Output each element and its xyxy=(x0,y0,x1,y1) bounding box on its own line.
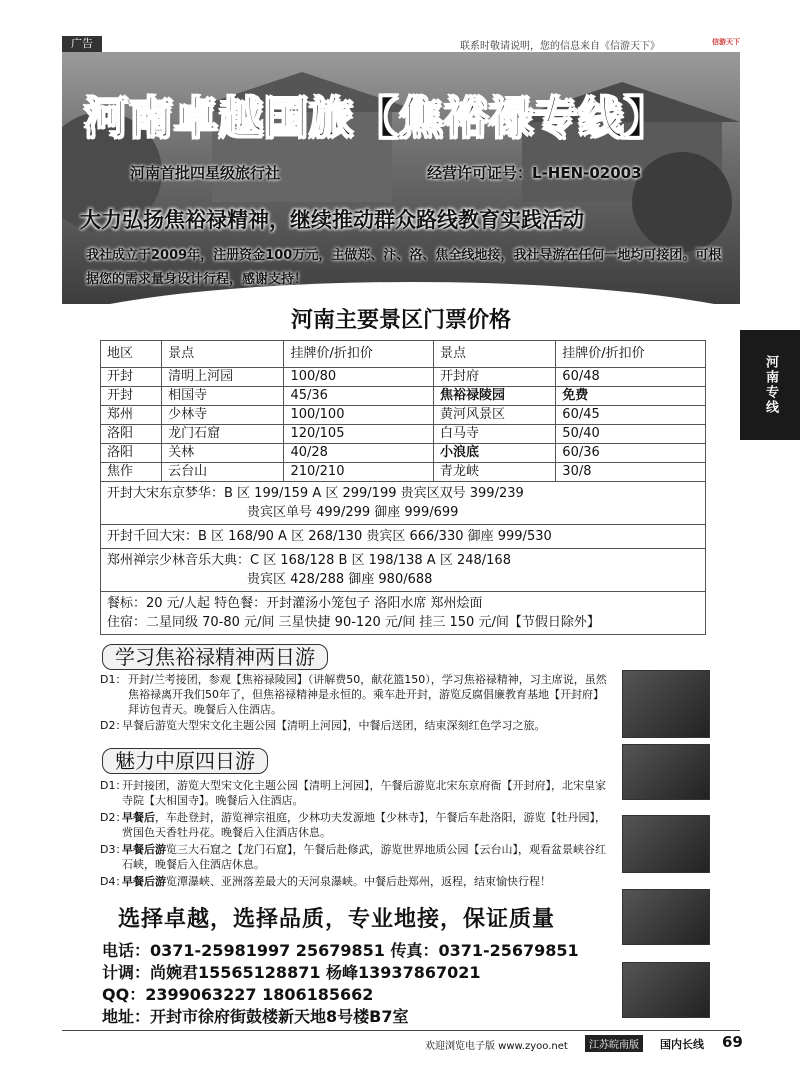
show-price-line: 贵宾区单号 499/299 御座 999/699 xyxy=(247,505,459,520)
lodging-line: 住宿：二星同级 70-80 元/间 三星快捷 90-120 元/间 挂三 150 元/间【节假日除外】 xyxy=(107,615,600,630)
tour2-d4-text xyxy=(122,874,612,889)
tour2-photo-3 xyxy=(622,889,710,945)
cta-slogan: 选择卓越，选择品质，专业地接，保证质量 xyxy=(118,907,556,932)
price-cell: 60/48 xyxy=(556,368,706,387)
tour2-d4-lead: 早餐后游 xyxy=(122,875,166,888)
header-cell: 挂牌价/折扣价 xyxy=(284,341,434,368)
table-row xyxy=(101,425,706,444)
price-cell: 40/28 xyxy=(284,444,434,463)
tour2-photo-2 xyxy=(622,815,710,873)
table-row xyxy=(101,368,706,387)
tour2-d2-text xyxy=(122,810,612,840)
region-cell: 洛阳 xyxy=(101,425,162,444)
publication-logo: 信游天下 xyxy=(712,38,740,46)
tour2-d3-lead: 早餐后游 xyxy=(122,843,166,856)
tour2-d3-body: 览三大石窟之【龙门石窟】，午餐后赴修武，游览世界地质公园【云台山】，观看盆景峡谷红石峡，晚餐后入住酒店休息。 xyxy=(122,843,606,871)
tour2-photo-1 xyxy=(622,744,710,800)
footer-section: 国内长线 xyxy=(660,1038,704,1051)
show-price-row xyxy=(101,525,706,549)
header-cell: 地区 xyxy=(101,341,162,368)
header-cell: 景点 xyxy=(434,341,556,368)
price-cell: 免费 xyxy=(556,387,706,406)
footer-url: 欢迎浏览电子版 www.zyoo.net xyxy=(425,1041,568,1052)
agency-rating: 河南首批四星级旅行社 xyxy=(130,164,281,182)
price-cell: 120/105 xyxy=(284,425,434,444)
tour2-d2-label: D2： xyxy=(100,811,127,824)
tour1-d1-text: 开封/兰考接团，参观【焦裕禄陵园】（讲解费50，献花篮150），学习焦裕禄精神，习主席说，虽然焦裕禄离开我们50年了，但焦裕禄精神是永恒的。乘车赴开封，游览反腐倡廉教育基地【开封府】拜访包青天。晚餐后入住酒店。 xyxy=(128,673,607,716)
site-cell: 相国寺 xyxy=(162,387,284,406)
footer-edition: 江苏皖南版 xyxy=(585,1035,643,1052)
ticket-price-table xyxy=(100,340,706,635)
tour2-d1-label: D1： xyxy=(100,779,127,792)
show-price-line: 郑州禅宗少林音乐大典：C 区 168/128 B 区 198/138 A 区 248/168 xyxy=(107,553,511,568)
tour2-d3-text xyxy=(122,842,612,872)
tour1-title: 学习焦裕禄精神两日游 xyxy=(102,644,328,670)
show-price-row xyxy=(101,482,706,525)
tour1-d2-label: D2： xyxy=(100,719,127,732)
meal-lodging-row xyxy=(101,592,706,635)
tour1-d1-label: D1： xyxy=(100,673,127,686)
header-cell: 景点 xyxy=(162,341,284,368)
region-cell: 开封 xyxy=(101,368,162,387)
site-cell: 龙门石窟 xyxy=(162,425,284,444)
table-row xyxy=(101,463,706,482)
tour2-d2-body: ，车赴登封，游览禅宗祖庭，少林功夫发源地【少林寺】，午餐后车赴洛阳，游览【牡丹园】，赏国色天香牡丹花。晚餐后入住酒店休息。 xyxy=(122,811,606,839)
header-cell: 挂牌价/折扣价 xyxy=(556,341,706,368)
table-row xyxy=(101,444,706,463)
show-price-row xyxy=(101,549,706,592)
tour2-d4-label: D4： xyxy=(100,875,127,888)
license-number: 经营许可证号：L-HEN-02003 xyxy=(427,164,642,182)
table-header-row xyxy=(101,341,706,368)
contact-dispatch: 计调：尚婉君15565128871 杨峰13937867021 xyxy=(102,963,481,982)
price-table-title: 河南主要景区门票价格 xyxy=(290,308,511,333)
agency-intro: 我社成立于2009年，注册资金100万元，主做郑、汴、洛、焦全线地接，我社导游在任何一地均可接团。可根据您的需求量身设计行程，感谢支持！ xyxy=(86,248,722,287)
site-cell: 关林 xyxy=(162,444,284,463)
tour2-d1-text: 开封接团，游览大型宋文化主题公园【清明上河园】，午餐后游览北宋东京府衙【开封府】，北宋皇家寺院【大相国寺】。晚餐后入住酒店。 xyxy=(122,779,606,807)
price-cell: 30/8 xyxy=(556,463,706,482)
meal-lodging-cell xyxy=(101,592,706,635)
page-number: 69 xyxy=(722,1033,743,1051)
section-tab: 河南专线 xyxy=(740,330,800,440)
price-cell: 60/36 xyxy=(556,444,706,463)
tour2-d3-label: D3： xyxy=(100,843,127,856)
meal-line: 餐标：20 元/人起 特色餐：开封灌汤小笼包子 洛阳水席 郑州烩面 xyxy=(107,596,483,611)
table-row xyxy=(101,406,706,425)
contact-address: 地址：开封市徐府街鼓楼新天地8号楼B7室 xyxy=(102,1007,409,1026)
show-price-cell xyxy=(101,525,706,549)
tour1-d2-text: 早餐后游览大型宋文化主题公园【清明上河园】，中餐后送团，结束深刻红色学习之旅。 xyxy=(122,719,546,732)
show-price-cell xyxy=(101,482,706,525)
price-cell: 100/80 xyxy=(284,368,434,387)
show-price-cell xyxy=(101,549,706,592)
site-cell: 小浪底 xyxy=(434,444,556,463)
show-price-line: 开封大宋东京梦华：B 区 199/159 A 区 299/199 贵宾区双号 399/239 xyxy=(107,486,524,501)
site-cell: 开封府 xyxy=(434,368,556,387)
table-row xyxy=(101,387,706,406)
site-cell: 清明上河园 xyxy=(162,368,284,387)
contact-qq: QQ：2399063227 1806185662 xyxy=(102,985,374,1004)
agency-title: 河南卓越国旅【焦裕禄专线】 xyxy=(84,93,669,144)
tour1-photo xyxy=(622,670,710,738)
region-cell: 焦作 xyxy=(101,463,162,482)
site-cell: 黄河风景区 xyxy=(434,406,556,425)
price-cell: 50/40 xyxy=(556,425,706,444)
contact-phone: 电话：0371-25981997 25679851 传真：0371-25679851 xyxy=(102,941,579,960)
price-cell: 100/100 xyxy=(284,406,434,425)
tour2-d4-body: 览潭瀑峡、亚洲落差最大的天河泉瀑峡。中餐后赴郑州，返程，结束愉快行程！ xyxy=(166,875,551,888)
source-note: 联系时敬请说明，您的信息来自《信游天下》 xyxy=(460,41,660,52)
bottom-rule xyxy=(62,1030,740,1031)
region-cell: 洛阳 xyxy=(101,444,162,463)
tour2-title: 魅力中原四日游 xyxy=(102,748,268,774)
show-price-line: 开封千回大宋：B 区 168/90 A 区 268/130 贵宾区 666/330 御座 999/530 xyxy=(107,529,552,544)
tour2-photo-4 xyxy=(622,962,710,1018)
slogan: 大力弘扬焦裕禄精神，继续推动群众路线教育实践活动 xyxy=(80,208,584,232)
site-cell: 云台山 xyxy=(162,463,284,482)
show-price-line: 贵宾区 428/288 御座 980/688 xyxy=(247,572,433,587)
ad-tag: 广告 xyxy=(62,36,102,52)
hero-banner xyxy=(62,52,740,304)
price-cell: 210/210 xyxy=(284,463,434,482)
price-cell: 45/36 xyxy=(284,387,434,406)
site-cell: 白马寺 xyxy=(434,425,556,444)
site-cell: 少林寺 xyxy=(162,406,284,425)
region-cell: 郑州 xyxy=(101,406,162,425)
site-cell: 青龙峡 xyxy=(434,463,556,482)
tour2-d2-lead: 早餐后 xyxy=(122,811,155,824)
region-cell: 开封 xyxy=(101,387,162,406)
site-cell: 焦裕禄陵园 xyxy=(434,387,556,406)
price-cell: 60/45 xyxy=(556,406,706,425)
